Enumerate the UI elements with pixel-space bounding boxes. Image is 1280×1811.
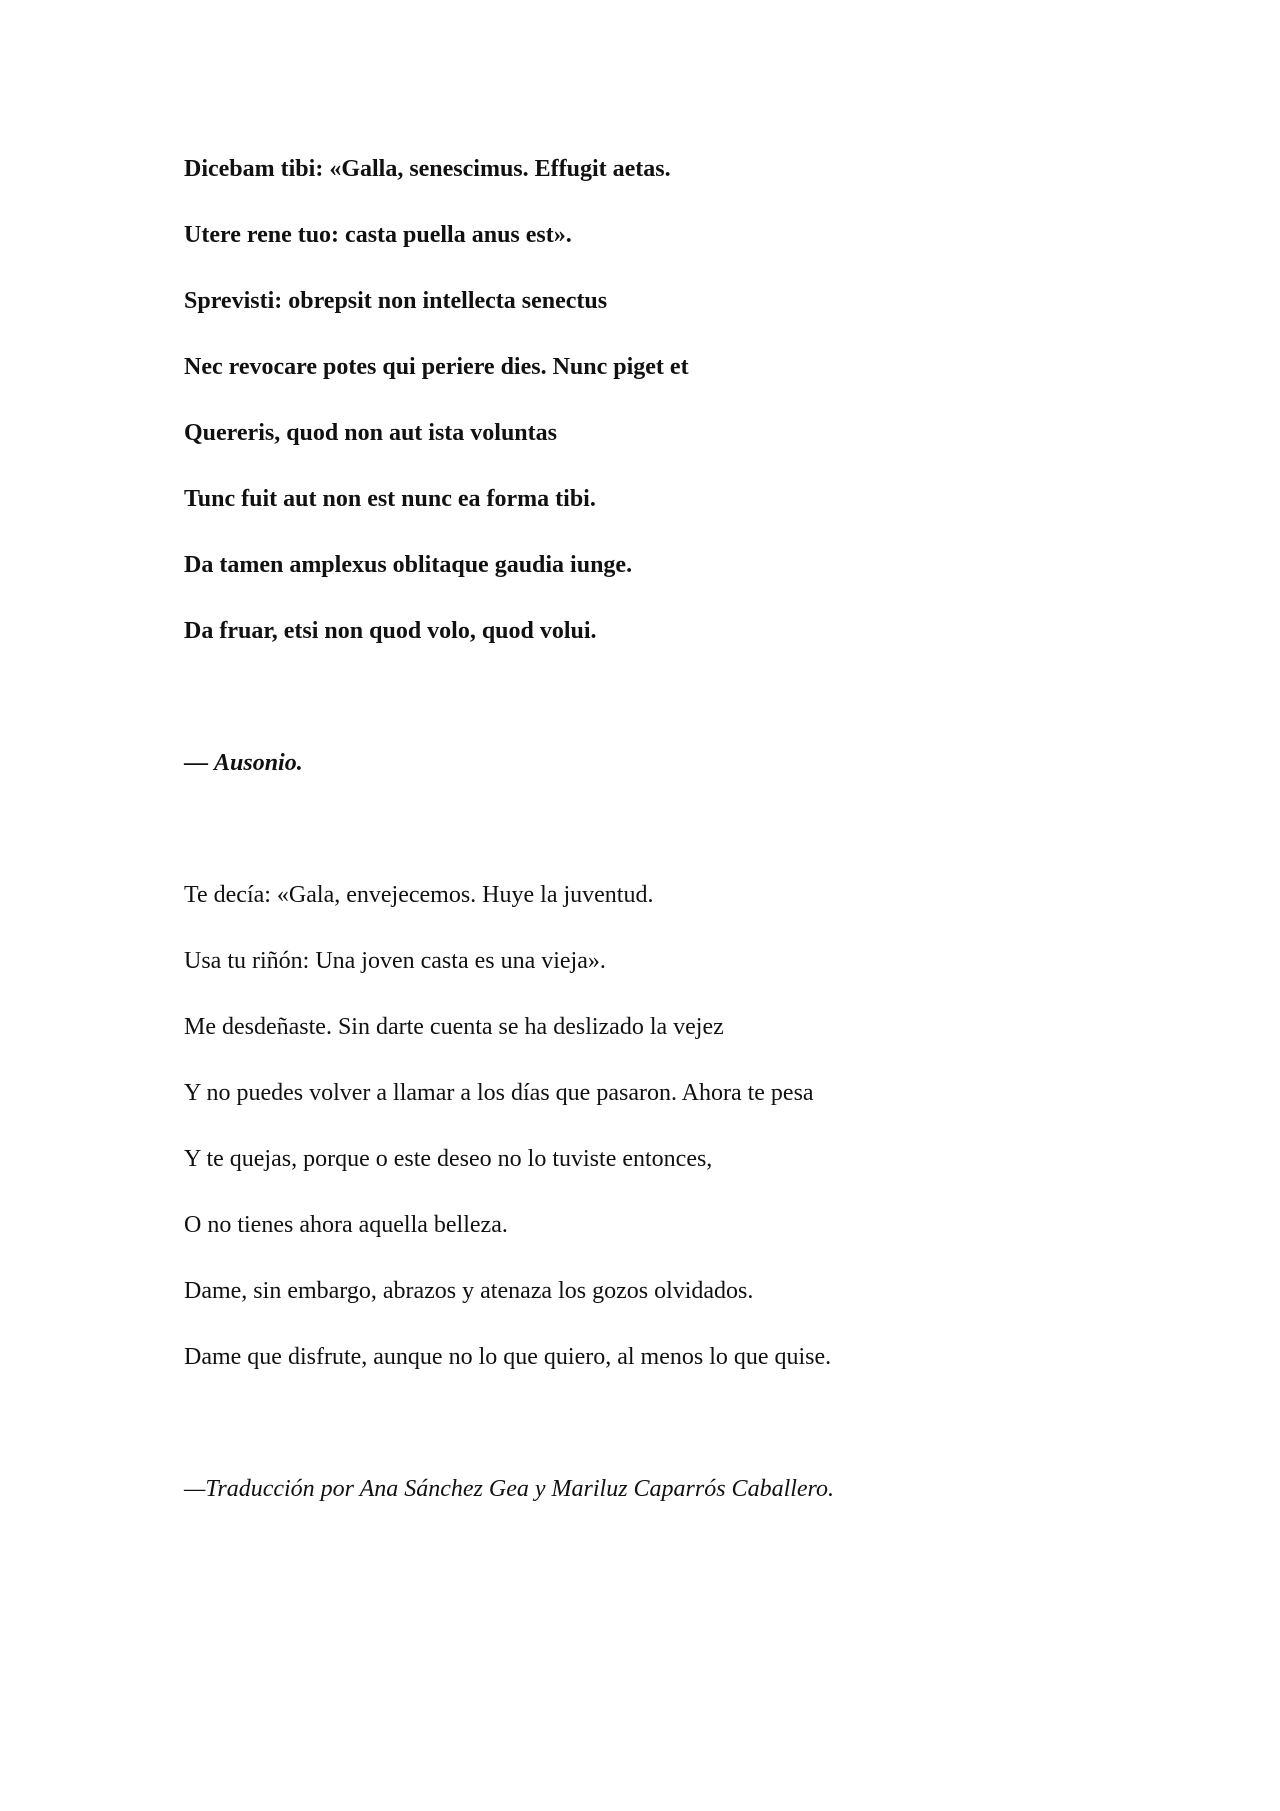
spanish-line: O no tienes ahora aquella belleza. (184, 1212, 508, 1238)
spanish-line: Te decía: «Gala, envejecemos. Huye la juventud. (184, 882, 654, 908)
spanish-line: Dame que disfrute, aunque no lo que quiero, al menos lo que quise. (184, 1344, 832, 1370)
latin-line: Dicebam tibi: «Galla, senescimus. Effugit aetas. (184, 156, 671, 182)
translation-attribution: —Traducción por Ana Sánchez Gea y Mariluz Caparrós Caballero. (184, 1476, 835, 1502)
author-name: Ausonio. (214, 750, 303, 776)
latin-attribution (184, 748, 303, 778)
latin-line: Sprevisti: obrepsit non intellecta senectus (184, 288, 608, 314)
spanish-line: Usa tu riñón: Una joven casta es una vieja». (184, 948, 606, 974)
spanish-line: Y no puedes volver a llamar a los días que pasaron. Ahora te pesa (184, 1080, 814, 1106)
latin-line: Tunc fuit aut non est nunc ea forma tibi. (184, 486, 596, 512)
latin-line: Nec revocare potes qui periere dies. Nunc piget et (184, 354, 689, 380)
latin-line: Da tamen amplexus oblitaque gaudia iunge. (184, 552, 633, 578)
latin-line: Utere rene tuo: casta puella anus est». (184, 222, 572, 248)
spanish-line: Dame, sin embargo, abrazos y atenaza los gozos olvidados. (184, 1278, 754, 1304)
spanish-line: Me desdeñaste. Sin darte cuenta se ha deslizado la vejez (184, 1014, 724, 1040)
attribution-dash: — (184, 750, 214, 776)
spanish-line: Y te quejas, porque o este deseo no lo tuviste entonces, (184, 1146, 713, 1172)
latin-line: Da fruar, etsi non quod volo, quod volui. (184, 618, 597, 644)
latin-line: Quereris, quod non aut ista voluntas (184, 420, 557, 446)
